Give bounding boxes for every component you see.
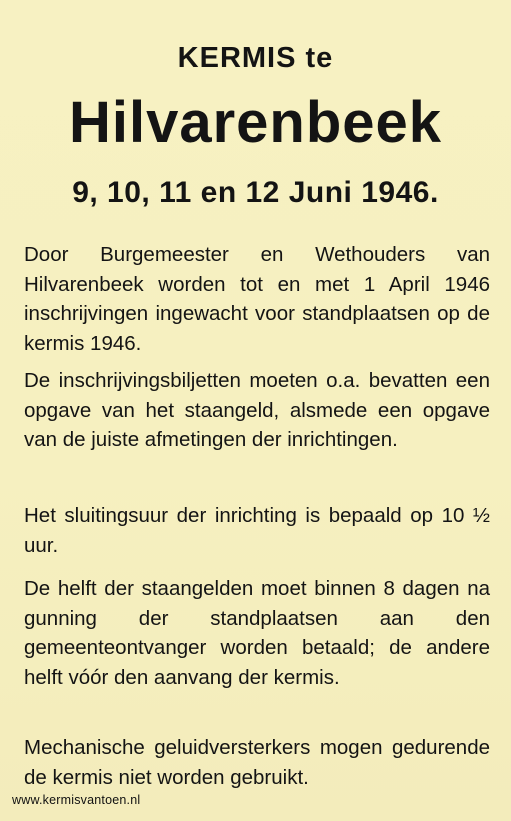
paragraph-loudspeakers: Mechanische geluidversterkers mogen gedurende de kermis niet worden gebruikt. (24, 736, 490, 789)
paragraph-registration: Door Burgemeester en Wethouders van Hilvarenbeek worden tot en met 1 April 1946 inschrijvingen ingewacht voor standplaatsen op de kermis 1946. (24, 243, 490, 355)
poster-title-kermis: KERMIS te (177, 42, 334, 74)
paragraph-payment: De helft der staangelden moet binnen 8 dagen na gunning der standplaatsen aan den gemeenteontvanger worden betaald; de andere helft vóór den aanvang der kermis. (24, 577, 490, 689)
paragraph-forms: De inschrijvingsbiljetten moeten o.a. bevatten een opgave van het staangeld, alsmede een opgave van de juiste afmetingen der inrichtingen. (24, 369, 490, 451)
poster-title-town: Hilvarenbeek (68, 90, 443, 155)
watermark-url: www.kermisvantoen.nl (12, 793, 141, 807)
poster-title-dates: 9, 10, 11 en 12 Juni 1946. (72, 176, 439, 209)
paragraph-closing-time: Het sluitingsuur der inrichting is bepaald op 10 ½ uur. (24, 504, 490, 557)
